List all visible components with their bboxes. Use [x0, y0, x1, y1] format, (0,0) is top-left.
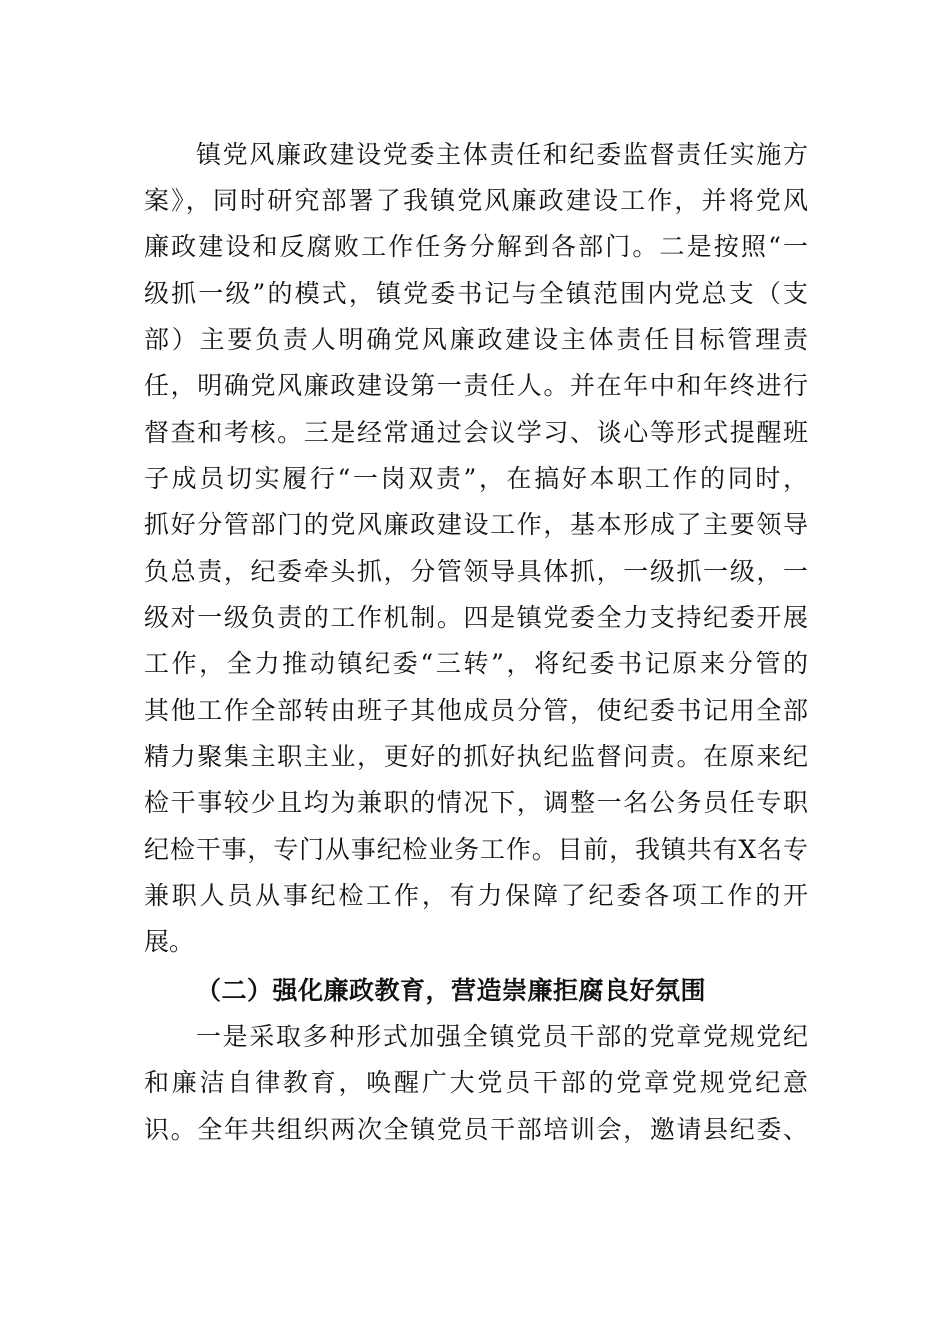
- paragraph-line: 廉政建设和反腐败工作任务分解到各部门。二是按照“一: [144, 232, 808, 261]
- paragraph-line: 工作，全力推动镇纪委“三转”，将纪委书记原来分管的: [144, 649, 808, 678]
- paragraph-line: 其他工作全部转由班子其他成员分管，使纪委书记用全部: [144, 696, 808, 725]
- paragraph-line: 展。: [144, 927, 195, 956]
- paragraph-line: 级抓一级”的模式，镇党委书记与全镇范围内党总支（支: [144, 279, 808, 308]
- paragraph-line: 抓好分管部门的党风廉政建设工作，基本形成了主要领导: [144, 510, 808, 539]
- paragraph-line: 部）主要负责人明确党风廉政建设主体责任目标管理责: [144, 325, 808, 354]
- paragraph-line: 识。全年共组织两次全镇党员干部培训会，邀请县纪委、: [144, 1115, 808, 1144]
- paragraph-line: 案》，同时研究部署了我镇党风廉政建设工作，并将党风: [144, 186, 808, 215]
- paragraph-line: 级对一级负责的工作机制。四是镇党委全力支持纪委开展: [144, 603, 808, 632]
- paragraph-line: 镇党风廉政建设党委主体责任和纪委监督责任实施方: [196, 140, 808, 169]
- paragraph-line: 和廉洁自律教育，唤醒广大党员干部的党章党规党纪意: [144, 1068, 808, 1097]
- paragraph-line: 一是采取多种形式加强全镇党员干部的党章党规党纪: [196, 1022, 808, 1051]
- paragraph-line: 子成员切实履行“一岗双责”，在搞好本职工作的同时，: [144, 464, 808, 493]
- paragraph-line: 任，明确党风廉政建设第一责任人。并在年中和年终进行: [144, 371, 808, 400]
- paragraph-line: 检干事较少且均为兼职的情况下，调整一名公务员任专职: [144, 788, 808, 817]
- paragraph-line: 督查和考核。三是经常通过会议学习、谈心等形式提醒班: [144, 418, 808, 447]
- paragraph-line: 兼职人员从事纪检工作，有力保障了纪委各项工作的开: [144, 881, 808, 910]
- paragraph-line: 负总责，纪委牵头抓，分管领导具体抓，一级抓一级，一: [144, 557, 808, 586]
- section-heading: （二）强化廉政教育，营造崇廉拒腐良好氛围: [196, 976, 707, 1005]
- paragraph-line: 纪检干事，专门从事纪检业务工作。目前，我镇共有X名专: [144, 835, 808, 864]
- paragraph-line: 精力聚集主职主业，更好的抓好执纪监督问责。在原来纪: [144, 742, 808, 771]
